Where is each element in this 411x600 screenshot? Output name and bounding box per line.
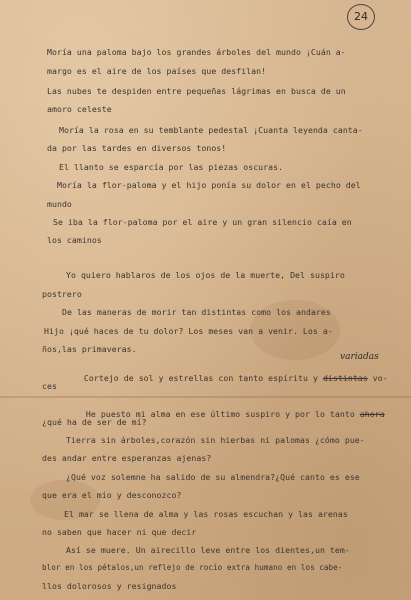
text-segment: He puesto mi alma en ese último suspiro y por lo tanto — [85, 409, 360, 419]
text-line: Moría la rosa en su temblante pedestal ¡Cuanta leyenda canta- — [59, 125, 363, 135]
text-line: ces — [42, 381, 57, 391]
text-line: ¿Qué voz solemne ha salido de su almendra?¿Qué canto es ese — [66, 472, 360, 482]
text-line: De las maneras de morir tan distintas como los andares — [62, 307, 331, 317]
text-line: Las nubes te despiden entre pequeñas lágrimas en busca de un — [47, 86, 346, 96]
text-segment: Cortejo de sol y estrellas con tanto espíritu y — [83, 373, 323, 383]
folio-number: 24 — [347, 4, 375, 30]
text-line: Moría una paloma bajo los grandes árboles del mundo ¡Cuán a- — [47, 47, 346, 57]
text-line: que era el mío y desconozco? — [42, 490, 182, 500]
text-line: margo es el aire de los países que desfilan! — [47, 66, 267, 76]
text-line: los caminos — [47, 235, 102, 245]
struck-word: distintas — [322, 373, 368, 383]
text-line: no saben que hacer ni que decir — [42, 527, 197, 537]
text-line: ños,las primaveras. — [42, 344, 137, 354]
text-line: llos dolorosos y resignados — [42, 581, 177, 591]
handwritten-correction: variadas — [340, 352, 379, 362]
text-line: El mar se llena de alma y las rosas escuchan y las arenas — [64, 509, 348, 519]
text-segment: vo- — [367, 373, 388, 383]
text-line: Moría la flor-paloma y el hijo ponía su dolor en el pecho del — [57, 180, 361, 190]
text-line: Se iba la flor-paloma por el aire y un gran silencio caía en — [53, 217, 352, 227]
text-line: El llanto se esparcía por las piezas oscuras. — [59, 162, 284, 172]
text-line: blor en los pétalos,un reflejo de rocío extra humano en los cabe- — [42, 563, 343, 572]
struck-word: ahora — [359, 409, 385, 419]
text-line: Así se muere. Un airecillo leve entre los dientes,un tem- — [66, 545, 350, 555]
text-line: mundo — [47, 199, 72, 209]
text-line: Hijo ¡qué haces de tu dolor? Los meses van a venir. Los a- — [44, 326, 333, 336]
text-line — [64, 363, 388, 393]
text-line: ¿qué ha de ser de mí? — [42, 417, 147, 427]
text-line: des andar entre esperanzas ajenas? — [42, 453, 212, 463]
text-line: da por las tardes en diversos tonos! — [47, 143, 227, 153]
text-line: Tierra sin árboles,corazón sin hierbas ni palomas ¿cómo pue- — [66, 435, 365, 445]
text-line: Yo quiero hablaros de los ojos de la muerte, Del suspiro — [66, 270, 345, 280]
paper-fold — [0, 396, 411, 398]
text-line: postrero — [42, 289, 82, 299]
text-line: amoro celeste — [47, 104, 112, 114]
